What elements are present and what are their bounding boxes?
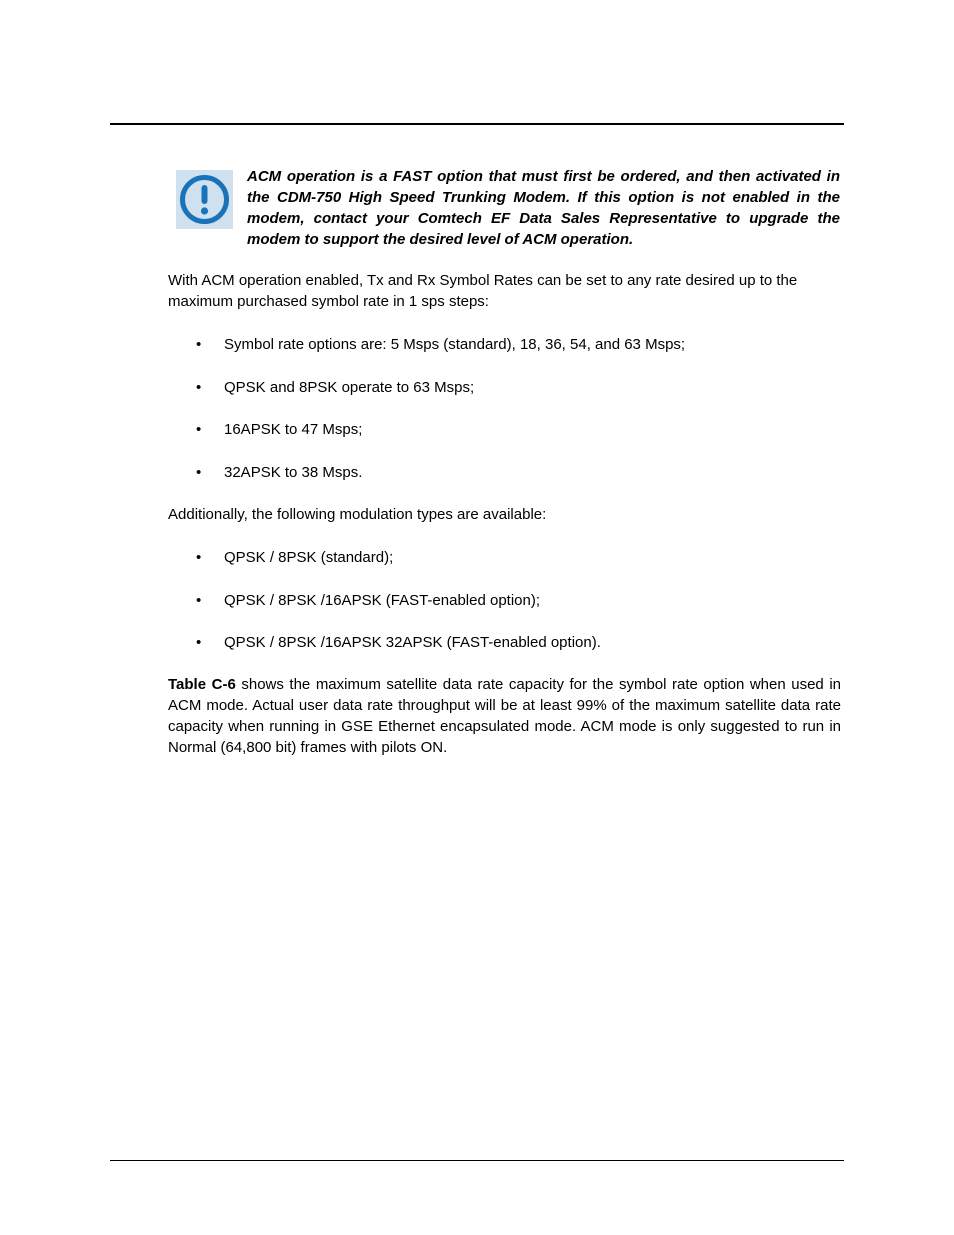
list-item: • 16APSK to 47 Msps; <box>168 419 841 440</box>
modulation-intro: Additionally, the following modulation types are available: <box>168 506 547 523</box>
list-item: • QPSK and 8PSK operate to 63 Msps; <box>168 377 841 398</box>
list-item: • 32APSK to 38 Msps. <box>168 462 841 483</box>
table-reference-link: Table C-6 <box>168 676 236 693</box>
intro-paragraph: With ACM operation enabled, Tx and Rx Symbol Rates can be set to any rate desired up to the maximum purchased symbol rate in 1 sps steps: <box>168 272 798 310</box>
exclamation-circle-icon <box>176 170 233 229</box>
list-item: • Symbol rate options are: 5 Msps (standard), 18, 36, 54, and 63 Msps; <box>168 334 841 355</box>
table-reference-paragraph <box>168 674 841 758</box>
symbol-rate-list <box>168 334 841 483</box>
notice-text: ACM operation is a FAST option that must first be ordered, and then activated in the CDM-750 High Speed Trunking Modem. If this option is not enabled in the modem, contact your Comtech EF Data Sales Representative to upgrade the modem to support the desired level of ACM operation. <box>247 168 840 248</box>
list-item: • QPSK / 8PSK /16APSK 32APSK (FAST-enabled option). <box>168 632 841 653</box>
list-item: • QPSK / 8PSK /16APSK (FAST-enabled option); <box>168 590 841 611</box>
header-rule <box>110 123 844 125</box>
table-reference-text: shows the maximum satellite data rate capacity for the symbol rate option when used in ACM mode. Actual user data rate throughput will be at least 99% of the maximum satellite data rate capacity when running in GSE Ethernet encapsulated mode. ACM mode is only suggested to run in Normal (64,800 bit) frames with pilots ON. <box>168 676 841 756</box>
footer-rule <box>110 1160 844 1161</box>
list-item: • QPSK / 8PSK (standard); <box>168 547 841 568</box>
main-content <box>168 270 841 758</box>
modulation-list <box>168 547 841 653</box>
